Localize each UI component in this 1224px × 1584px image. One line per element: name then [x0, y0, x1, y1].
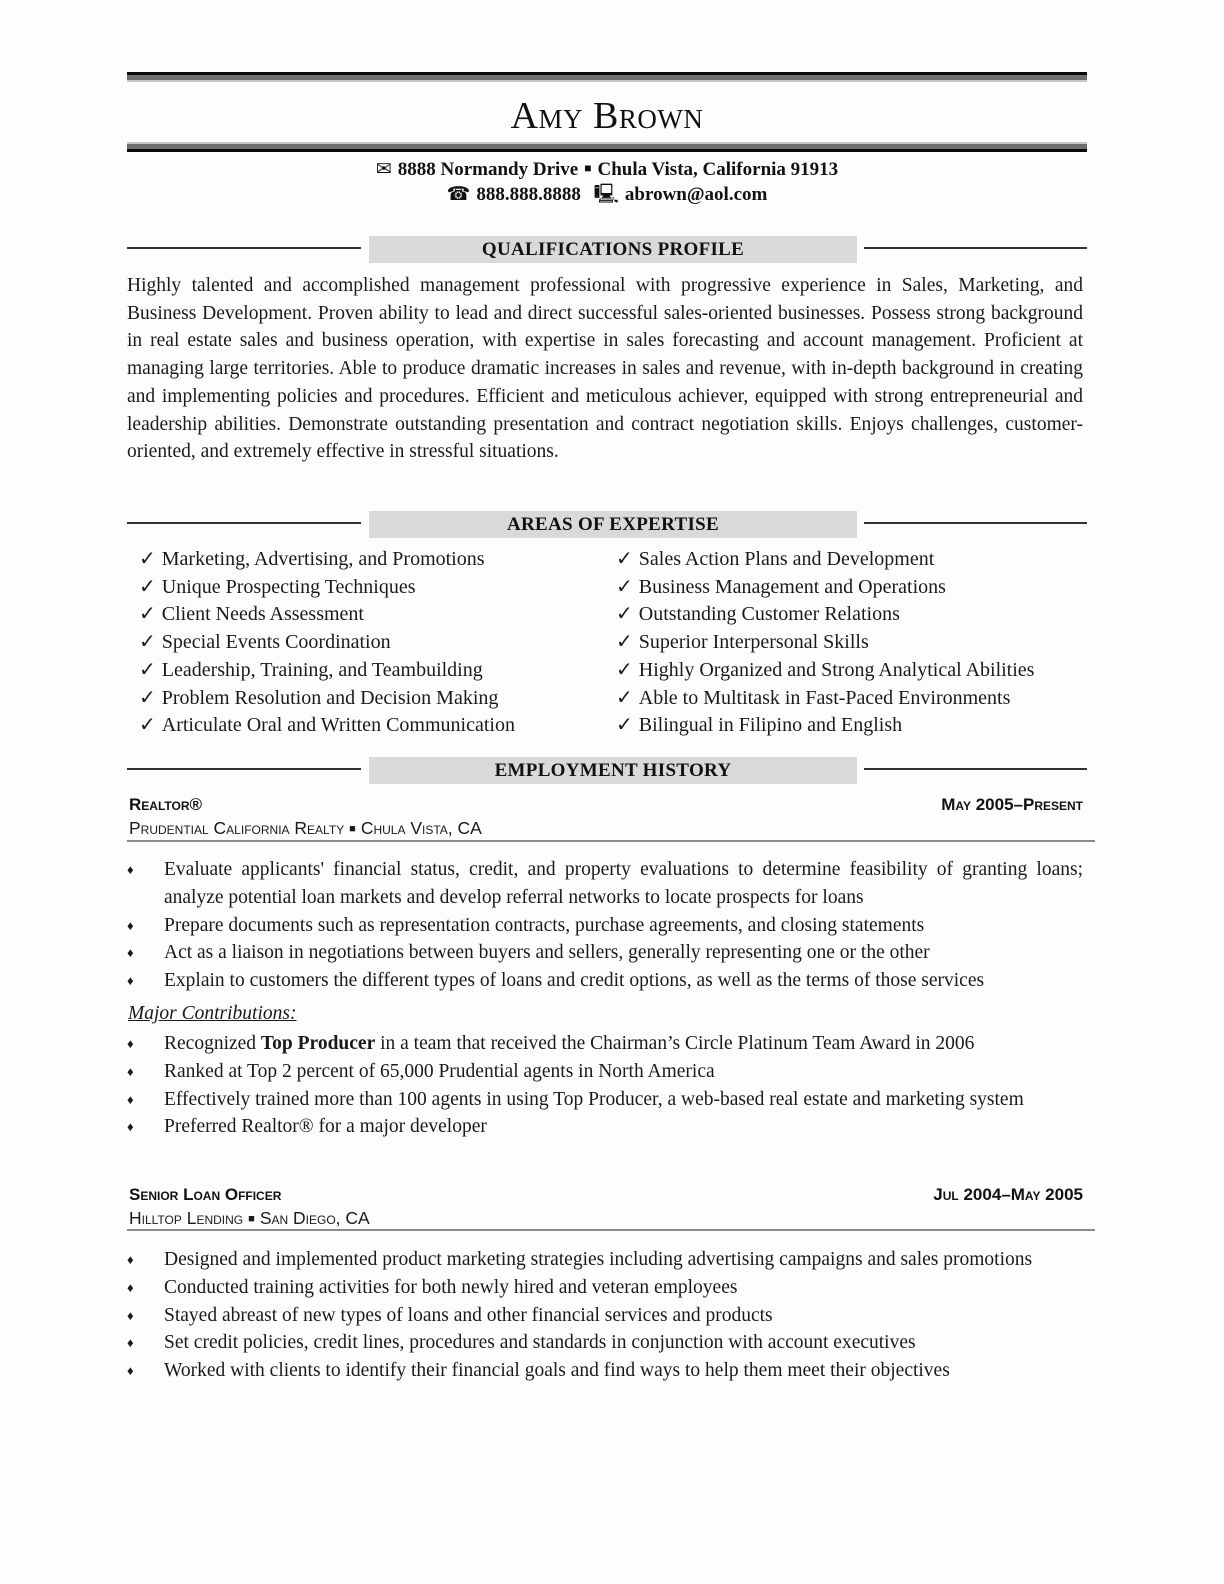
telephone-icon: ☎: [446, 184, 471, 205]
job-title: Realtor®: [129, 795, 203, 814]
check-icon: ✓: [616, 686, 633, 709]
expertise-item: ✓ Sales Action Plans and Development: [616, 548, 935, 570]
check-icon: ✓: [139, 548, 156, 570]
expertise-column-1: [139, 546, 515, 740]
expertise-item: ✓ Problem Resolution and Decision Making: [139, 686, 499, 709]
expertise-column-2: [616, 546, 1034, 740]
list-item: ♦ Recognized Top Producer in a team that received the Chairman’s Circle Platinum Team Award in 2006: [127, 1030, 1083, 1058]
expertise-item: ✓ Client Needs Assessment: [139, 603, 364, 626]
section-header-qualifications: [127, 236, 1087, 264]
list-item: ♦ Ranked at Top 2 percent of 65,000 Prudential agents in North America: [127, 1058, 1083, 1086]
expertise-item: ✓ Outstanding Customer Relations: [616, 603, 900, 626]
list-item: ♦ Designed and implemented product marketing strategies including advertising campaigns and sales promotions: [127, 1246, 1083, 1274]
check-icon: ✓: [139, 631, 156, 654]
company-name: Hilltop Lending: [129, 1208, 244, 1228]
job-company-line: [129, 1208, 370, 1229]
diamond-bullet-icon: ♦: [127, 1363, 134, 1379]
check-icon: ✓: [616, 714, 633, 737]
list-item: ♦ Stayed abreast of new types of loans and other financial services and products: [127, 1302, 1083, 1330]
list-item: ♦ Prepare documents such as representation contracts, purchase agreements, and closing statements: [127, 912, 1083, 940]
diamond-bullet-icon: ♦: [127, 862, 134, 877]
divider: [127, 522, 361, 524]
diamond-bullet-icon: ♦: [127, 1279, 134, 1295]
expertise-item: ✓ Superior Interpersonal Skills: [616, 631, 869, 654]
section-header-employment: [127, 757, 1087, 785]
list-item: ♦ Set credit policies, credit lines, procedures and standards in conjunction with account executives: [127, 1329, 1083, 1357]
check-icon: ✓: [616, 575, 633, 598]
list-item: ♦ Worked with clients to identify their financial goals and find ways to help them meet their objectives: [127, 1357, 1083, 1385]
email[interactable]: abrown@aol.com: [624, 184, 768, 205]
company-name: Prudential California Realty: [129, 818, 345, 838]
list-item: ♦ Explain to customers the different types of loans and credit options, as well as the terms of those services: [127, 967, 1083, 995]
job-duties-list: [127, 1246, 1083, 1385]
address-line: [127, 156, 1087, 182]
diamond-bullet-icon: ♦: [127, 1119, 134, 1135]
section-title: QUALIFICATIONS PROFILE: [369, 236, 857, 263]
list-item: ♦ Act as a liaison in negotiations between buyers and sellers, generally representing one or the other: [127, 939, 1083, 967]
phone: 888.888.8888: [476, 184, 581, 205]
list-item: ♦ Effectively trained more than 100 agents in using Top Producer, a web-based real estate and marketing system: [127, 1086, 1083, 1114]
square-separator-icon: ■: [584, 161, 592, 175]
check-icon: ✓: [616, 658, 633, 681]
check-icon: ✓: [616, 548, 633, 570]
diamond-bullet-icon: ♦: [127, 945, 134, 961]
job-dates: May 2005–Present: [941, 795, 1083, 814]
diamond-bullet-icon: ♦: [127, 1335, 134, 1351]
expertise-item: ✓ Unique Prospecting Techniques: [139, 575, 416, 598]
divider: [864, 768, 1087, 770]
job-company-line: [129, 818, 482, 839]
check-icon: ✓: [616, 631, 633, 654]
diamond-bullet-icon: ♦: [127, 1252, 134, 1267]
check-icon: ✓: [139, 603, 156, 626]
expertise-item: ✓ Able to Multitask in Fast-Paced Environments: [616, 686, 1011, 709]
company-location: San Diego, CA: [259, 1208, 370, 1228]
header-bottom-rule: [127, 142, 1087, 152]
contact-line: [127, 183, 1087, 207]
list-item: ♦ Preferred Realtor® for a major developer: [127, 1113, 1083, 1141]
expertise-item: ✓ Leadership, Training, and Teambuilding: [139, 658, 483, 681]
company-location: Chula Vista, CA: [360, 818, 482, 838]
diamond-bullet-icon: ♦: [127, 1036, 134, 1051]
diamond-bullet-icon: ♦: [127, 917, 134, 933]
check-icon: ✓: [139, 714, 156, 737]
expertise-item: ✓ Business Management and Operations: [616, 575, 946, 598]
section-title: AREAS OF EXPERTISE: [369, 511, 857, 538]
diamond-bullet-icon: ♦: [127, 973, 134, 989]
major-contributions-label: Major Contributions:: [128, 1003, 297, 1024]
expertise-item: ✓ Bilingual in Filipino and English: [616, 714, 903, 737]
divider: [127, 768, 361, 770]
expertise-item: ✓ Marketing, Advertising, and Promotions: [139, 548, 485, 570]
job-dates: Jul 2004–May 2005: [933, 1185, 1083, 1204]
divider: [864, 247, 1087, 249]
diamond-bullet-icon: ♦: [127, 1063, 134, 1079]
square-separator-icon: ■: [248, 1213, 255, 1225]
job-divider: [127, 840, 1095, 842]
job-divider: [127, 1229, 1095, 1231]
divider: [864, 522, 1087, 524]
contributions-list: [127, 1030, 1083, 1141]
envelope-icon: ✉: [375, 159, 392, 180]
street: 8888 Normandy Drive: [397, 159, 579, 180]
check-icon: ✓: [139, 658, 156, 681]
diamond-bullet-icon: ♦: [127, 1091, 134, 1107]
expertise-item: ✓ Highly Organized and Strong Analytical Abilities: [616, 658, 1035, 681]
computer-icon: 🖳: [593, 184, 619, 205]
job-duties-list: [127, 856, 1083, 995]
expertise-item: ✓ Special Events Coordination: [139, 631, 391, 654]
divider: [127, 247, 361, 249]
diamond-bullet-icon: ♦: [127, 1307, 134, 1323]
list-item: ♦ Conducted training activities for both newly hired and veteran employees: [127, 1274, 1083, 1302]
candidate-name: Amy Brown: [510, 95, 704, 137]
section-header-expertise: [127, 511, 1087, 539]
job-title: Senior Loan Officer: [129, 1185, 282, 1204]
list-item: ♦ Evaluate applicants' financial status, credit, and property evaluations to determine feasibility of granting loans; analyze potential loan markets and develop referral networks to locate prospects for loans: [127, 856, 1083, 912]
square-separator-icon: ■: [349, 823, 356, 835]
check-icon: ✓: [139, 686, 156, 709]
expertise-item: ✓ Articulate Oral and Written Communication: [139, 714, 515, 737]
check-icon: ✓: [616, 603, 633, 626]
qualifications-profile-text: Highly talented and accomplished management professional with progressive experience in Sales, Marketing, and Business Development. Proven ability to lead and direct successful sales-oriented businesses. Possess strong background in real estate sales and business operation, with expertise in sales forecasting and account management. Proficient at managing large territories. Able to produce dramatic increases in sales and revenue, with in-depth background in creating and implementing policies and procedures. Efficient and meticulous achiever, equipped with strong entrepreneurial and leadership abilities. Demonstrate outstanding presentation and contract negotiation skills. Enjoys challenges, customer-oriented, and extremely effective in stressful situations.: [127, 275, 1083, 463]
city-state-zip: Chula Vista, California 91913: [597, 159, 839, 180]
section-title: EMPLOYMENT HISTORY: [369, 757, 857, 784]
header-top-rule: [127, 72, 1087, 82]
check-icon: ✓: [139, 575, 156, 598]
